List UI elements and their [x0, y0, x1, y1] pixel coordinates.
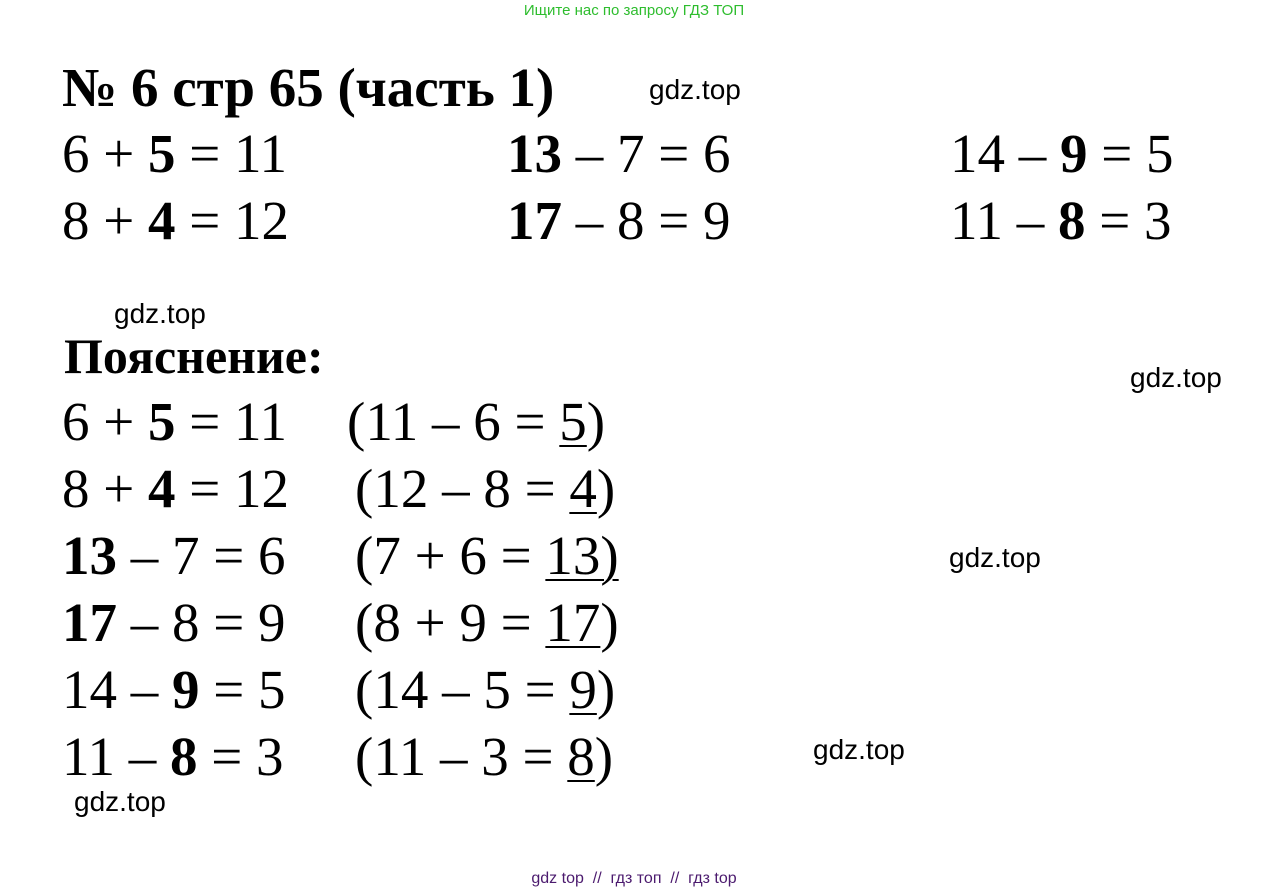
watermark: gdz.top: [74, 786, 166, 817]
footer-links[interactable]: gdz top // гдз топ // гдз top: [531, 870, 737, 887]
search-banner[interactable]: Ищите нас по запросу ГДЗ ТОП: [523, 2, 745, 19]
explanation-line: 11 – 8 = 3 (11 – 3 = 8): [62, 726, 614, 787]
answer-equation: 11 – 8 = 3: [950, 190, 1172, 251]
explanation-line: 17 – 8 = 9 (8 + 9 = 17): [62, 592, 619, 653]
watermark: gdz.top: [1130, 362, 1222, 393]
answer-equation: 14 – 9 = 5: [950, 123, 1174, 184]
explanation-line: 8 + 4 = 12 (12 – 8 = 4): [62, 458, 616, 519]
explanation-line: 13 – 7 = 6 (7 + 6 = 13): [62, 525, 619, 586]
explanation-heading: Пояснение:: [64, 328, 324, 384]
watermark: gdz.top: [813, 734, 905, 765]
explanation-line: 14 – 9 = 5 (14 – 5 = 9): [62, 659, 616, 720]
answer-equation: 6 + 5 = 11: [62, 123, 288, 184]
answer-equation: 17 – 8 = 9: [507, 190, 731, 251]
answer-equation: 8 + 4 = 12: [62, 190, 290, 251]
watermark: gdz.top: [114, 298, 206, 329]
exercise-title: № 6 стр 65 (часть 1): [62, 57, 555, 118]
explanation-line: 6 + 5 = 11 (11 – 6 = 5): [62, 391, 606, 452]
watermark: gdz.top: [649, 74, 741, 105]
answer-equation: 13 – 7 = 6: [507, 123, 731, 184]
watermark: gdz.top: [949, 542, 1041, 573]
